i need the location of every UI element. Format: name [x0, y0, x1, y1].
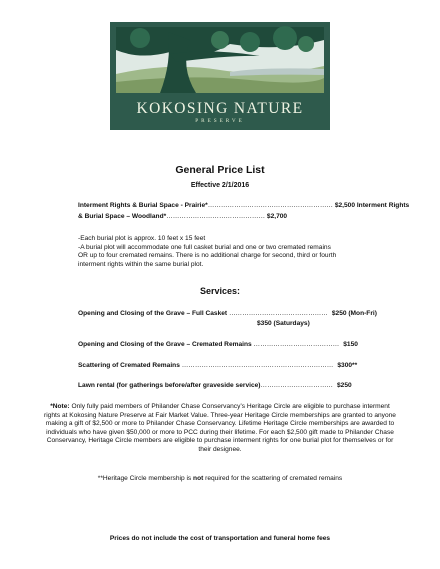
service-price: $300** [337, 362, 358, 369]
logo-subtitle: PRESERVE [195, 118, 245, 124]
note-line: Only fully paid members of Philander Chase Conservancy’s Heritage Circle are eligible to purchase interment [69, 403, 390, 410]
page-title: General Price List [175, 164, 265, 176]
services-heading: Services: [199, 286, 241, 296]
service-price: $350 (Saturdays) [257, 320, 310, 327]
service-cremated [78, 341, 358, 350]
note-line: Conservancy, Heritage Circle members are eligible to purchase interment rights for one burial plot for themselves or for [46, 437, 394, 445]
service-label: Opening and Closing of the Grave – Full Casket [78, 310, 229, 317]
prairie-dots: ………………………………………………… [207, 202, 333, 209]
service-price: $250 (Mon-Fri) [331, 310, 377, 317]
service-label: Scattering of Cremated Remains [78, 362, 182, 369]
interment-line-1 [78, 202, 409, 211]
service-price: $250 [337, 382, 352, 389]
service-dots: ………………………………… [253, 341, 340, 348]
service-dots: …………………………………………………………… [181, 362, 334, 369]
service-label: Opening and Closing of the Grave – Cremated Remains [78, 341, 254, 348]
note-label: *Note: [50, 403, 70, 410]
service-price: $150 [343, 341, 358, 348]
woodland-price: $2,700 [265, 213, 288, 220]
service-lawn-rental [78, 382, 352, 391]
woodland-dots: ……………………………………… [166, 213, 266, 220]
kokosing-logo [110, 22, 330, 130]
service-full-casket [78, 310, 377, 319]
prairie-label: Interment Rights & Burial Space - Prairie* [78, 202, 208, 209]
note-line: rights at Kokosing Nature Preserve at Fair Market Value. Three-year Heritage Circle memberships are granted to anyone [44, 411, 396, 419]
plot-note-line: OR up to four cremated remains. There is no additional charge for second, third or fourth [78, 252, 337, 260]
effective-date: Effective 2/1/2016 [190, 182, 250, 189]
footnote-emphasis: not [193, 475, 204, 482]
logo-name: KOKOSING NATURE [136, 100, 304, 117]
note-line: individuals who have given $50,000 or more to PCC during their lifetime. For each $2,500 gift made to Philander Chase [46, 428, 394, 436]
note-line: their designee. [198, 445, 242, 453]
prairie-price: $2,500 Interment Rights [333, 202, 410, 209]
plot-notes [78, 235, 336, 269]
prices-disclaimer: Prices do not include the cost of transportation and funeral home fees [109, 535, 331, 542]
service-label: Lawn rental (for gatherings before/after graveside service) [78, 382, 261, 389]
footnote-prefix: **Heritage Circle membership is [97, 475, 194, 482]
service-dots: ……………………………………… [228, 310, 328, 317]
scattering-footnote [0, 475, 440, 484]
service-scattering [78, 362, 357, 371]
plot-note-line: -Each burial plot is approx. 10 feet x 15 feet [78, 235, 206, 242]
plot-note-line: -A burial plot will accommodate one full casket burial and one or two cremated remains [78, 243, 331, 251]
service-saturday [257, 320, 310, 329]
service-dots: …………………………… [260, 382, 334, 389]
membership-note [22, 403, 418, 455]
note-line: making a gift of $2,500 or more to Philander Chase Conservancy. Lifetime Heritage Circle memberships are awarded to [45, 420, 395, 428]
interment-line-2 [78, 213, 287, 222]
footnote-suffix: required for the scattering of cremated remains [203, 475, 343, 482]
woodland-label: & Burial Space – Woodland* [78, 213, 167, 220]
plot-note-line: interment rights within the same burial plot. [78, 260, 204, 268]
